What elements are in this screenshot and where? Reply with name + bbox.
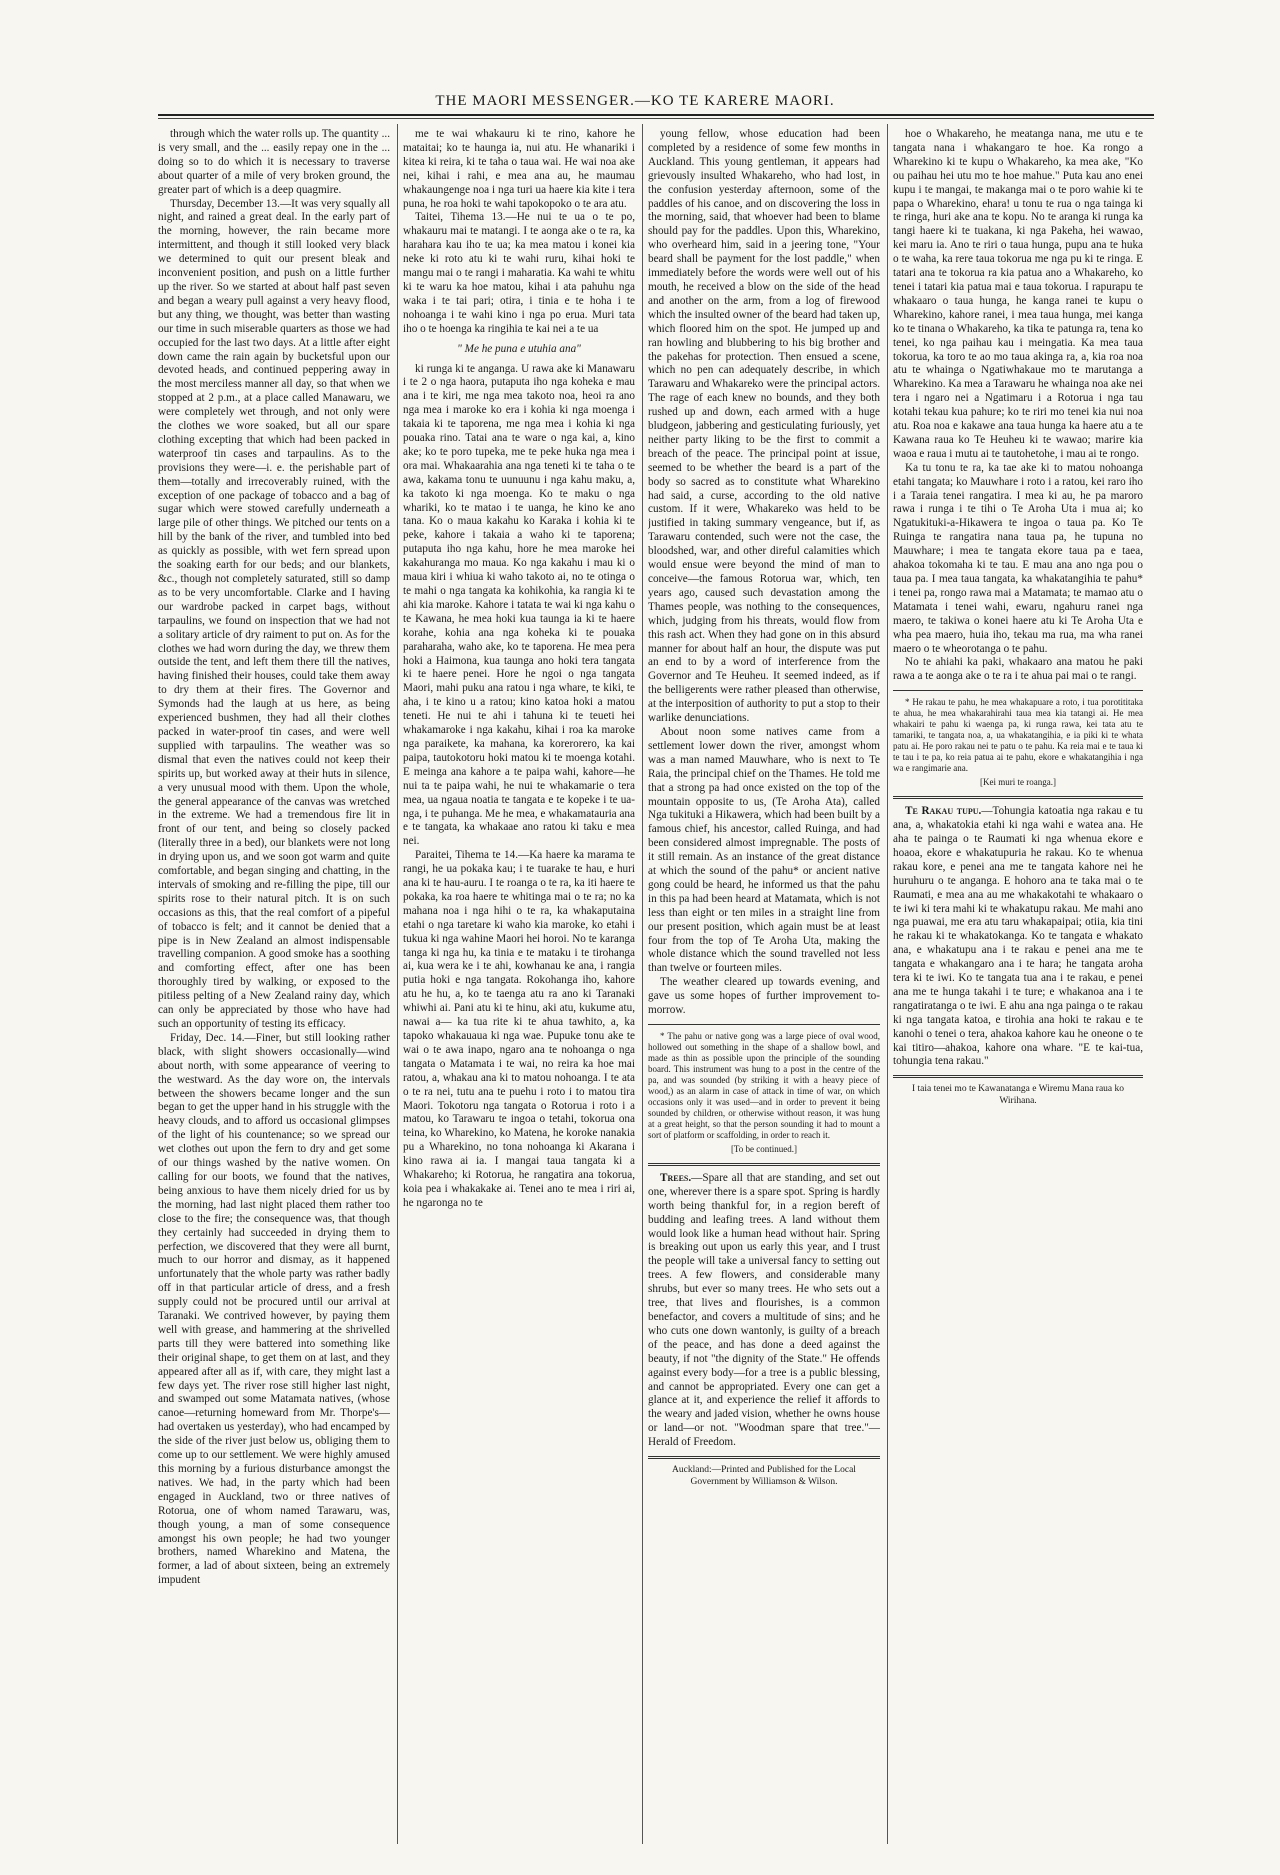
masthead-rule — [158, 114, 1154, 116]
paragraph: hoe o Whakareho, he meatanga nana, me utu e te tangata nana i whakangaro te hoe. Ka rongo a Wharekino ki te kupu o Whakareho, ka mea ake, "Ko ou paihau hei utu mo te hoe mahue." Puta kau ano enei kupu i te mangai, te makanga mai o te poro wahie ki te papa o Wharekino, ehara! u tonu te rua o nga tainga ki te ringa, huri ake ana te kopu. No te aranga ki runga ka tangi haere ki te tuakana, ki nga Pakeha, hei wawao, kei maru ia. Ano te riri o taua hunga, pupu ana te huka o te waha, ka rere taua tokorua me nga pu ki te ringa. E tatari ana te tokorua ra kia patua ano a Whakareho, ko tenei i tatari kia patua mai e taua tokorua. I rapurapu te whakaaro o taua hunga, he kanga ranei te kupu o Wharekino, kahore ranei, i mea taua hunga, mei kanga ko te tinana o Whakareho, ka tika te patunga ra, tena ko tenei, ko nga paihau kau i meingatia. Ka mea taua tokorua, ka toro te ao mo taua akinga ra, a, kia roa noa atu te whainga o Ngatiwhakaue mo te marutanga a Wharekino. Ka mea a Tarawaru he whainga noa ake nei tera i ngaro nei a Ngatimaru i a Rotorua i nga tau kotahi tekau kua pahure; ko te riri mo tenei kia nui noa atu. Roa noa e kakawe ana taua hunga ka haere atu a te Kawana raua ko Te Heuheu ki te wawao; marire kia waoa e raua i mutu ai te tautohetohe, i mau ai te rongo. — [893, 128, 1143, 460]
paragraph: me te wai whakauru ki te rino, kahore he mataitai; ko te haunga ia, nui atu. He whanariki i kitea ki reira, ki te taha o taua wai. He wai noa ake nei, kihai i rahi, e mea ana au, he maumau whakaungenge noa i nga turi ua haere kia kite i tera puna, he roa hoki te wahi tapokopoko o te ara atu. — [403, 128, 635, 210]
masthead-title: THE MAORI MESSENGER.—KO TE KARERE MAORI. — [435, 93, 835, 109]
imprint: Auckland:—Printed and Published for the Local Government by Williamson & Wilson. — [672, 1465, 856, 1487]
imprint: I taia tenei mo te Kawanatanga e Wiremu Mana raua ko Wirihana. — [911, 1084, 1125, 1106]
trees-text: —Spare all that are standing, and set out one, wherever there is a spare spot. Spring is hardly worth being thankful for, in a region bereft of budding and leafing trees. A land without them would look like a human head without hair. Spring is breaking out upon us early this year, and I trust the people will take a universal fancy to setting out trees. A few flowers, and considerable many shrubs, but ever so many trees. He who sets out a tree, that lives and flourishes, is a common benefactor, and covers a multitude of sins; and he who cuts one down wantonly, is guilty of a breach of the peace, and has done a deed against the beauty, if not "the dignity of the State." He offends against every body—for a tree is a public blessing, and cannot be appropriated. Every one can get a glance at it, and experience the relief it affords to the weary and jaded vision, whether he owns house or land—or not. "Woodman spare that tree."—Herald of Freedom. — [648, 1171, 880, 1449]
paragraph: ki runga ki te anganga. U rawa ake ki Manawaru i te 2 o nga haora, putaputa iho nga koheka e mau ana i te kiri, me nga mea takoto noa, heoi ra ano nga mea i maroke ko era i kohia ki nga moenga i takaia ki te taporena, me nga mea i kohia ki nga pouaka rino. Tatai ana te ware o nga kai, a, kino ake; ko te poro tupeka, me te peke huka nga mea i ora mai. Whakaarahia ana nga teneti ki te taha o te awa, kakama tonu te uunuunu i nga kahu maku, a, ka takoto ki nga moenga. Ko te maku o nga whariki, ko te matao i te uanga, he kino ke ano tana. Ko o maua kakahu ko Karaka i kohia ki te peke, kahore i takaia a waho ki te taporena; putaputa iho nga kahu, hore he mea maroke hei kakahuranga mo maua. Ko nga kakahu i mau ki o maua kiri i whiua ki waho takoto ai, no te otinga o te mahi o nga tangata ka kohikohia, ka rangia ki te ahi kia maroke. Kahore i tatata te wai ki nga kahu o te Kawana, he mea hoki kua taunga ia ki te haere korahe, kohia ana nga koheka ki te pouaka paraharaha, waho ake, ko te taporena. He mea pera hoki a Haimona, kua taunga ano hoki tera tangata ki te haere penei. Hore he ngoi o nga tangata Maori, mahi puku ana ratou i nga whare, te kiki, te aha, i te kino u a ratou; kino katoa hoki a matou teneti. He nui te ahi i tahuna ki te teueti hei whakamaroke i nga kakahu, kihai i roa ka maroke nga paraikete, ka mahana, ka korerorero, ka kai paipa, tautokotoru hoki matou ki te moenga kotahi. E meinga ana kahore a te paipa wahi, kahore—he nui ta te paipa wahi, he nui te whakamarie o tera mea, ua ngaua noatia te tangata e te kopeke i te ua-nga, i te puhanga. Me he mea, e whakamatauria ana e te tangata, ka whakaae ano ratou ki taku e mea nei. — [403, 362, 635, 848]
masthead-rule-thin — [158, 118, 1154, 119]
paragraph: Ka tu tonu te ra, ka tae ake ki to matou nohoanga etahi tangata; ko Mauwhare i roto i a ratou, kei raro iho i a Taraia tenei rangatira. I mea ki au, he pa maroro rawa i runga i te tihi o Te Aroha Uta i mua ai; ko Ngatukituki-a-Hikawera te ingoa o taua pa. Ko Te Ruinga te rangatira nana taua pa, he tupuna no Mauwhare; i mea te tangata ekore taua pa e taea, ahakoa tokomaha ki te tau. E mau ana ano nga pou o taua pa. I mea taua tangata, ka whakatangihia te pahu* i tenei pa, rongo rawa mai a Matamata; te mamao atu o Matamata i tenei wahi, ewaru, ngahuru ranei nga maero, te takiwa o konei haere atu ki Te Aroha Uta e wha pea maero, huia iho, tekau ma rua, ma wha ranei maero o te wheorotanga o te pahu. — [893, 461, 1143, 655]
rakau-article — [893, 805, 1143, 1069]
trees-heading: Trees. — [660, 1171, 692, 1184]
paragraph: through which the water rolls up. The quantity ... is very small, and the ... easily repay one in the ... doing so to do which it is necessary to traverse about quarter of a mile of very broken ground, the greater part of which is a deep quagmire. — [158, 128, 390, 196]
column-divider — [642, 124, 643, 1844]
footnote: * He rakau te pahu, he mea whakapuare a roto, i tua porotititaka te ahua, he mea whakarahirahi taua mea kia tatangi ai. He mea whakairi te pahu ki waenga pa, ki runga rawa, kei tata atu te tamariki, te tangata noa, a, ua whakatangihia, e ia piki ki te whata patu ai. He poro rakau nei te patu o te pahu. Ka reia mai e te taua ki te tau i te pa, ko reia patua ai te pahu, ekore e whakatangihia i nga wa e rangimarie ana. — [893, 697, 1143, 774]
section-rule — [648, 1163, 880, 1166]
paragraph: Taitei, Tihema 13.—He nui te ua o te po, whakauru mai te matangi. I te aonga ake o te ra, ka harahara kau iho te ua; ka mea matou i konei kia neke ki roto atu ki te wahi ruru, kihai hoki te mangu mai o te rangi i maharatia. Ka wahi te whitu ki te waru ka hoe matou, kihai i ata pahuhu nga waka i te tai pari; otira, i tinia e te hoha i te nohoanga i te wahi kino i nga po erua. Muri tata iho o te hoenga ka ringihia te kai nei a te ua — [403, 211, 635, 335]
footnote: * The pahu or native gong was a large piece of oval wood, hollowed out something in the shape of a shallow bowl, and made as thin as possible upon the principle of the sounding board. This instrument was hung to a post in the centre of the pa, and was sounded (by striking it with a heavy piece of wood,) as an alarm in case of attack in time of war, on which occasions only it was used—and in order to prevent it being sounded by children, or otherwise without reason, it was hung at a great height, so that the person sounding it had to mount a sort of platform or scaffolding, in order to reach it. — [648, 1031, 880, 1140]
paragraph: About noon some natives came from a settlement lower down the river, amongst whom was a man named Mauwhare, who is next to Te Raia, the principal chief on the Thames. He told me that a strong pa had once existed on the top of the mountain opposite to us, (Te Aroha Ata), called Nga tukituki a Hikawera, which had been built by a famous chief, his ancestor, called Ruinga, and had been considered almost impregnable. The posts of it still remain. As an instance of the great distance at which the sound of the pahu* or ancient native gong could be heard, he informed us that the pahu in this pa had been heard at Matamata, which is not less than eight or ten miles in a straight line from our present position, which again must be at least four from the top of Te Aroha Uta, making the whole distance which the sound travelled not less than twelve or fourteen miles. — [648, 725, 880, 975]
continued-note: [To be continued.] — [730, 1144, 798, 1154]
rakau-heading: Te Rakau tupu. — [905, 805, 982, 818]
column-divider — [887, 124, 888, 1844]
column-maori-journal — [403, 128, 635, 1828]
column-maori-continued — [893, 128, 1143, 1828]
column-english-journal — [158, 128, 390, 1828]
column-english-continued — [648, 128, 880, 1828]
column-divider — [397, 124, 398, 1844]
rakau-text: —Tohungia katoatia nga rakau e tu ana, a, whakatokia etahi ki nga wahi e watea ana. He aha te painga o te Raumati ki nga whenua ekore e hoaoa, ekore e whakatupuria he rakau. Ko te whenua rakau kore, e penei ana me te tangata kahore nei he huruhuru o te anganga. E hohoro ana te taka mai o te Raumati, e mea ana au me whakakotahi te whakaaro o te iwi ki tera mahi ki te whakatupu rakau. Me mahi ano nga puawai, me era atu taru whakapaipai; otiia, kia tini he rakau ki te whakatokanga. Ko te tangata e whakato ana, e whakatupu ana i te rakau e penei ana me te tangata e whakangaro ana i te hara; he tangata aroha tera ki te iwi. Ko te tangata tua ana i te rakau, e penei ana me te hunga takahi i te ture; e whakanoa ana i te rangatiratanga o te iwi. E ahu ana nga painga o te rakau ki nga tangata katoa, e tirohia ana hoki te rakau e te kanohi o tenei o tera, ahakoa kahore kau he oneone o te kai titiro—ahakoa, kahore ona whare. "E te kai-tua, tohungia tena rakau." — [893, 805, 1143, 1068]
paragraph: The weather cleared up towards evening, and gave us some hopes of further improvement to-morrow. — [648, 976, 880, 1017]
footnote-rule — [648, 1024, 880, 1025]
paragraph: Friday, Dec. 14.—Finer, but still looking rather black, with slight showers occasionally—wind about north, with some appearance of veering to the westward. As the day wore on, the intervals between the showers became longer and the sun began to get the upper hand in his struggle with the heavy clouds, and to afford us occasional glimpses of the light of his countenance; so we spread our wet clothes out upon the fern to dry and get some of our things washed by the native women. On calling for our boots, we found that the natives, being anxious to have them nicely dried for us by the morning, had last night placed them rather too close to the fire; the consequence was, that though they certainly had succeeded in drying them to perfection, we discovered that they were all burnt, much to our horror and dismay, as it happened unfortunately that the whole party was rather badly off in that particular article of dress, and a fresh supply could not be procured until our arrival at Taranaki. We contrived however, by paying them well with grease, and hammering at the shrivelled parts till they were battered into something like their original shape, to get them on at last, and they appeared after all as if, with care, they might last a few days yet. The river rose still higher last night, and swamped out some Matamata natives, (whose canoe—returning homeward from Mr. Thorpe's—had overtaken us yesterday), who had encamped by the side of the river just below us, obliging them to come up to our settlement. We were highly amused this morning by a furious disturbance amongst the natives. We had, in the party which had been engaged in Auckland, two or three natives of Rotorua, one of whom named Tarawaru, was, though young, a man of some consequence amongst his own people; he had two younger brothers, named Wharekino and Matena, the former, a lad of about sixteen, being an extremely impudent — [158, 1031, 390, 1587]
imprint-rule — [648, 1456, 880, 1459]
footnote-rule — [893, 690, 1143, 691]
paragraph: Paraitei, Tihema te 14.—Ka haere ka marama te rangi, he ua pokaka kau; i te tuarake te hau, e huri ana ki te hau-auru. I te roanga o te ra, ka iti haere te pokaka, ka roa haere te whitinga mai o te ra; no ka mahana noa i nga hihi o te ra, ka whakaputaina etahi o nga taretare ki waho kia maroke, ko etahi i tukua ki nga wahine Maori hei horoi. No te karanga tanga ki nga hu, ka tinia e te mataku i te tirohanga ai, kua wera ke i te ahi, kowhanau ke ana, i rangia putia hoki e nga tangata. Rokohanga iho, kahore atu he hu, a, ko te taenga atu ra ano ki Taranaki whiwhi ai. Pani atu ki te hinu, aki atu, kukume atu, nawai a— ka tua rite ki te ahua tawhito, a, ka tapoko whakauaua ki nga wae. Pupuke tonu ake te wai o te awa inapo, ngaro ana te nohoanga o nga tangata o Matamata i te wai, no reira ka hoe mai ratou, a, whakau ana ki to matou nohoanga. I te ata o te ra nei, tutu ana te puehu i roto i to matou tira Maori. Tokotoru nga tangata o Rotorua i roto i a matou, ko Tarawaru te ingoa o tetahi, tokorua ona teina, ko Wharekino, ko Matena, he koroke nanakia pu a Wharekino, no tona nohoanga ki Akarana i kino rawa ai ia. I mangai taua tangata ki a Whakareho; ki Rotorua, he rangatira ana tokorua, koia pea i whakakake ai. Tenei ano te mea i riri ai, he ngaronga no te — [403, 849, 635, 1209]
continued-note: [Kei muri te roanga.] — [980, 777, 1056, 788]
imprint-rule — [893, 1075, 1143, 1078]
quote: " Me he puna e utuhia ana" — [457, 342, 581, 355]
paragraph: young fellow, whose education had been completed by a residence of some few months in Auckland. This young gentleman, it appears had grievously insulted Whakareho, who had lost, in the confusion yesterday afternoon, some of the paddles of his canoe, and on discovering the loss in the morning, said, that whoever had been to blame should pay for the paddles. Upon this, Wharekino, who overheard him, said in a jeering tone, "Your beard shall be payment for the lost paddle," when immediately before the words were well out of his mouth, he received a blow on the side of the head and another on the arm, from a log of firewood which the insulted owner of the beard had taken up, which floored him on the spot. He jumped up and ran howling and blubbering to his big brother and the pakehas for protection. Then ensued a scene, which no pen can adequately describe, in which Tarawaru and Whakareko were the principal actors. The rage of each knew no bounds, and they both rushed up and down, each armed with a huge bludgeon, jabbering and gesticulating furiously, yet neither party liking to be the first to commit a breach of the peace. The principal point at issue, seemed to be whether the beard is a part of the body so sacred as to constitute what Wharekino had said, a curse, according to the old native custom. If it were, Whakareko was held to be justified in taking summary vengeance, but if, as Tarawaru contended, such were not the case, the bloodshed, war, and other direful calamities which would ensue were beyond the mind of man to conceive—the famous Rotorua war, which, ten years ago, caused such devastation among the Thames people, was nothing to the consequences, which, judging from his threats, would flow from this rash act. When they had gone on in this absurd manner for about half an hour, the dispute was put an end to by a word of interference from the Governor and Te Heuheu. It seemed indeed, as if the belligerents were rather pleased than otherwise, at the interposition of authority to put a stop to their warlike denunciations. — [648, 128, 880, 725]
paragraph: No te ahiahi ka paki, whakaaro ana matou he paki rawa a te aonga ake o te ra i te ahua pai mai o te rangi. — [893, 656, 1143, 683]
paragraph: Thursday, December 13.—It was very squally all night, and rained a great deal. In the early part of the morning, however, the rain became more intermittent, and though it still looked very black we determined to quit our present bleak and inconvenient position, and push on a little further up the river. So we started at about half past seven and began a weary pull against a very heavy flood, but any thing, we thought, was better than wasting our time in such miserable quarters as those we had occupied for the last two days. At a little after eight down came the rain again by bucketsful upon our devoted heads, and continued peppering away in the most merciless manner all day, so that when we stopped at 2 p.m., at a place called Manawaru, we were completely wet through, and not only were the clothes we wore soaked, but all our spare clothing excepting that which had been packed in waterproof tin cases and tarpaulins. As to the provisions they were—i. e. the perishable part of them—totally and irrecoverably ruined, with the exception of one package of tobacco and a bag of sugar which were stowed carefully underneath a large pile of other things. We pitched our tents on a hill by the bank of the river, and tumbled into bed as quickly as possible, with wet fern spread upon the soaking earth for our beds; and our blankets, &c., though not completely saturated, still so damp as to be very uncomfortable. Clarke and I having our wardrobe packed in carpet bags, without tarpaulins, we found on inspection that we had not a solitary article of dry raiment to put on. As for the clothes we had worn during the day, we threw them outside the tent, and left them there till the natives, having finished their houses, could take them away to dry them at their fires. The Governor and Symonds had the laugh at us here, as being experienced bushmen, they had all their clothes packed in water-proof tin cases, and were well supplied with tarpaulins. The weather was so dismal that even the natives could not keep their spirits up, but worked away at their huts in silence, a very unusual mood with them. Upon the whole, the general appearance of the canvas was wretched in the extreme. We had a tremendous fire lit in front of our tent, and being so closely packed (literally three in a bed), our blankets were not long in drying upon us, and we soon got warm and quite comfortable, and began singing and chatting, in the intervals of smoking and re-filling the pipe, till our spirits rose to their natural pitch. It is on such occasions as this, that the real comfort of a pipeful of tobacco is felt; and it cannot be denied that a pipe is in New Zealand an almost indispensable travelling companion. A good smoke has a soothing and comforting effect, after one has been thoroughly tired by walking, or exposed to the pitiless pelting of a New Zealand rainy day, which can only be appreciated by those who have had such an opportunity of testing its efficacy. — [158, 197, 390, 1030]
section-rule — [893, 796, 1143, 799]
trees-article — [648, 1172, 880, 1450]
